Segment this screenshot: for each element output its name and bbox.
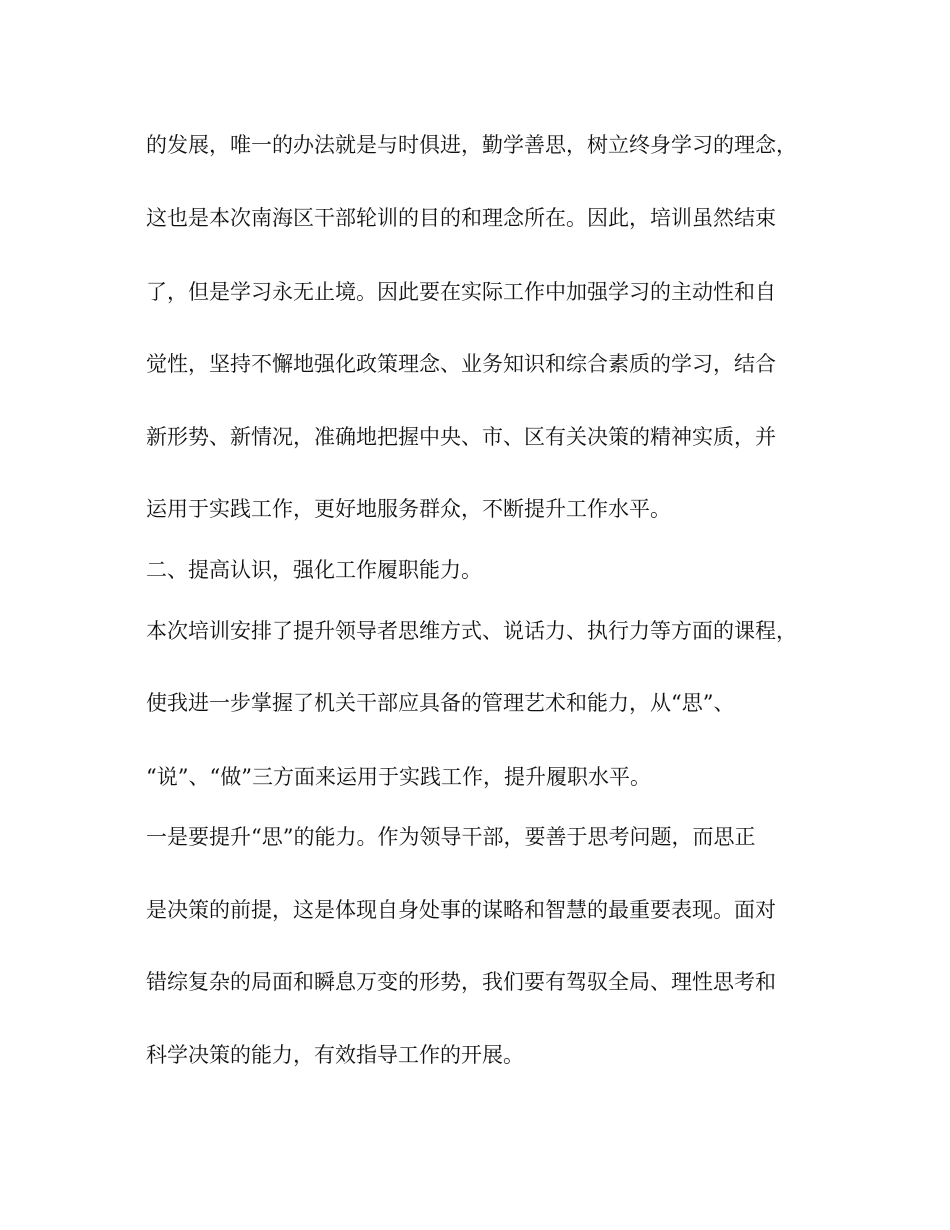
paragraph-line: 新形势、新情况，准确地把握中央、市、区有关决策的精神实质，并	[146, 425, 776, 449]
section-heading: 二、提高认识，强化工作履职能力。	[146, 558, 482, 582]
paragraph-line: 这也是本次南海区干部轮训的目的和理念所在。因此，培训虽然结束	[146, 206, 776, 230]
paragraph-line: 本次培训安排了提升领导者思维方式、说话力、执行力等方面的课程，	[146, 619, 797, 643]
paragraph-line: 使我进一步掌握了机关干部应具备的管理艺术和能力，从“思”、	[146, 691, 735, 715]
paragraph-line: 运用于实践工作，更好地服务群众，不断提升工作水平。	[146, 497, 671, 521]
paragraph-line: 一是要提升“思”的能力。作为领导干部，要善于思考问题，而思正	[146, 825, 756, 849]
paragraph-line: 觉性，坚持不懈地强化政策理念、业务知识和综合素质的学习，结合	[146, 352, 776, 376]
paragraph-line: 的发展，唯一的办法就是与时俱进，勤学善思，树立终身学习的理念，	[146, 133, 797, 157]
paragraph-line: 科学决策的能力，有效指导工作的开展。	[146, 1043, 524, 1067]
paragraph-line: 错综复杂的局面和瞬息万变的形势，我们要有驾驭全局、理性思考和	[146, 970, 776, 994]
paragraph-line: 了，但是学习永无止境。因此要在实际工作中加强学习的主动性和自	[146, 280, 776, 304]
paragraph-line: “说”、“做”三方面来运用于实践工作，提升履职水平。	[146, 765, 651, 789]
paragraph-line: 是决策的前提，这是体现自身处事的谋略和智慧的最重要表现。面对	[146, 898, 776, 922]
